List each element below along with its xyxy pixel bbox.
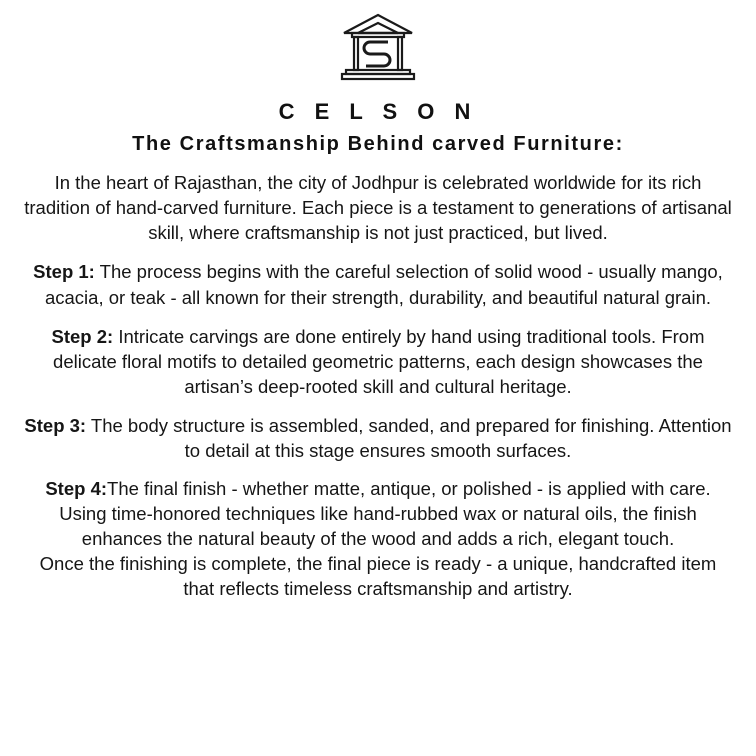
step-2-paragraph xyxy=(22,324,734,399)
step-4-text: The final finish - whether matte, antique, or polished - is applied with care. Using time-honored techniques like hand-rubbed wax or natural oils, the finish enhances the natural beauty of the wood and adds a rich, elegant touch. xyxy=(59,477,711,549)
step-1-text: The process begins with the careful selection of solid wood - usually mango, acacia, or teak - all known for their strength, durability, and beautiful natural grain. xyxy=(44,261,723,308)
page-title: The Craftsmanship Behind carved Furniture: xyxy=(132,133,624,155)
step-1-paragraph xyxy=(22,259,734,309)
step-3-text: The body structure is assembled, sanded, and prepared for finishing. Attention to detail at this stage ensures smooth surfaces. xyxy=(86,415,732,462)
step-2-text: Intricate carvings are done entirely by hand using traditional tools. From delicate floral motifs to detailed geometric patterns, each design showcases the artisan’s deep-rooted skill and cultural heritage. xyxy=(53,325,705,398)
step-3-label: Step 3: xyxy=(24,415,87,437)
step-2-label: Step 2: xyxy=(51,325,114,347)
step-1-label: Step 1: xyxy=(33,261,95,283)
brand-name: C E L S O N xyxy=(278,99,478,124)
intro-paragraph: In the heart of Rajasthan, the city of Jodhpur is celebrated worldwide for its rich tradition of hand-carved furniture. Each piece is a testament to generations of artisanal skill, where craftsmanship is not just practiced, but lived. xyxy=(24,172,732,244)
step-4-paragraph xyxy=(22,476,734,551)
step-4-label: Step 4: xyxy=(45,477,108,499)
celson-house-monogram-icon xyxy=(332,10,424,88)
step-3-paragraph xyxy=(22,413,734,463)
brand-logo xyxy=(332,10,424,93)
closing-paragraph: Once the finishing is complete, the final piece is ready - a unique, handcrafted item that reflects timeless craftsmanship and artistry. xyxy=(39,553,717,600)
